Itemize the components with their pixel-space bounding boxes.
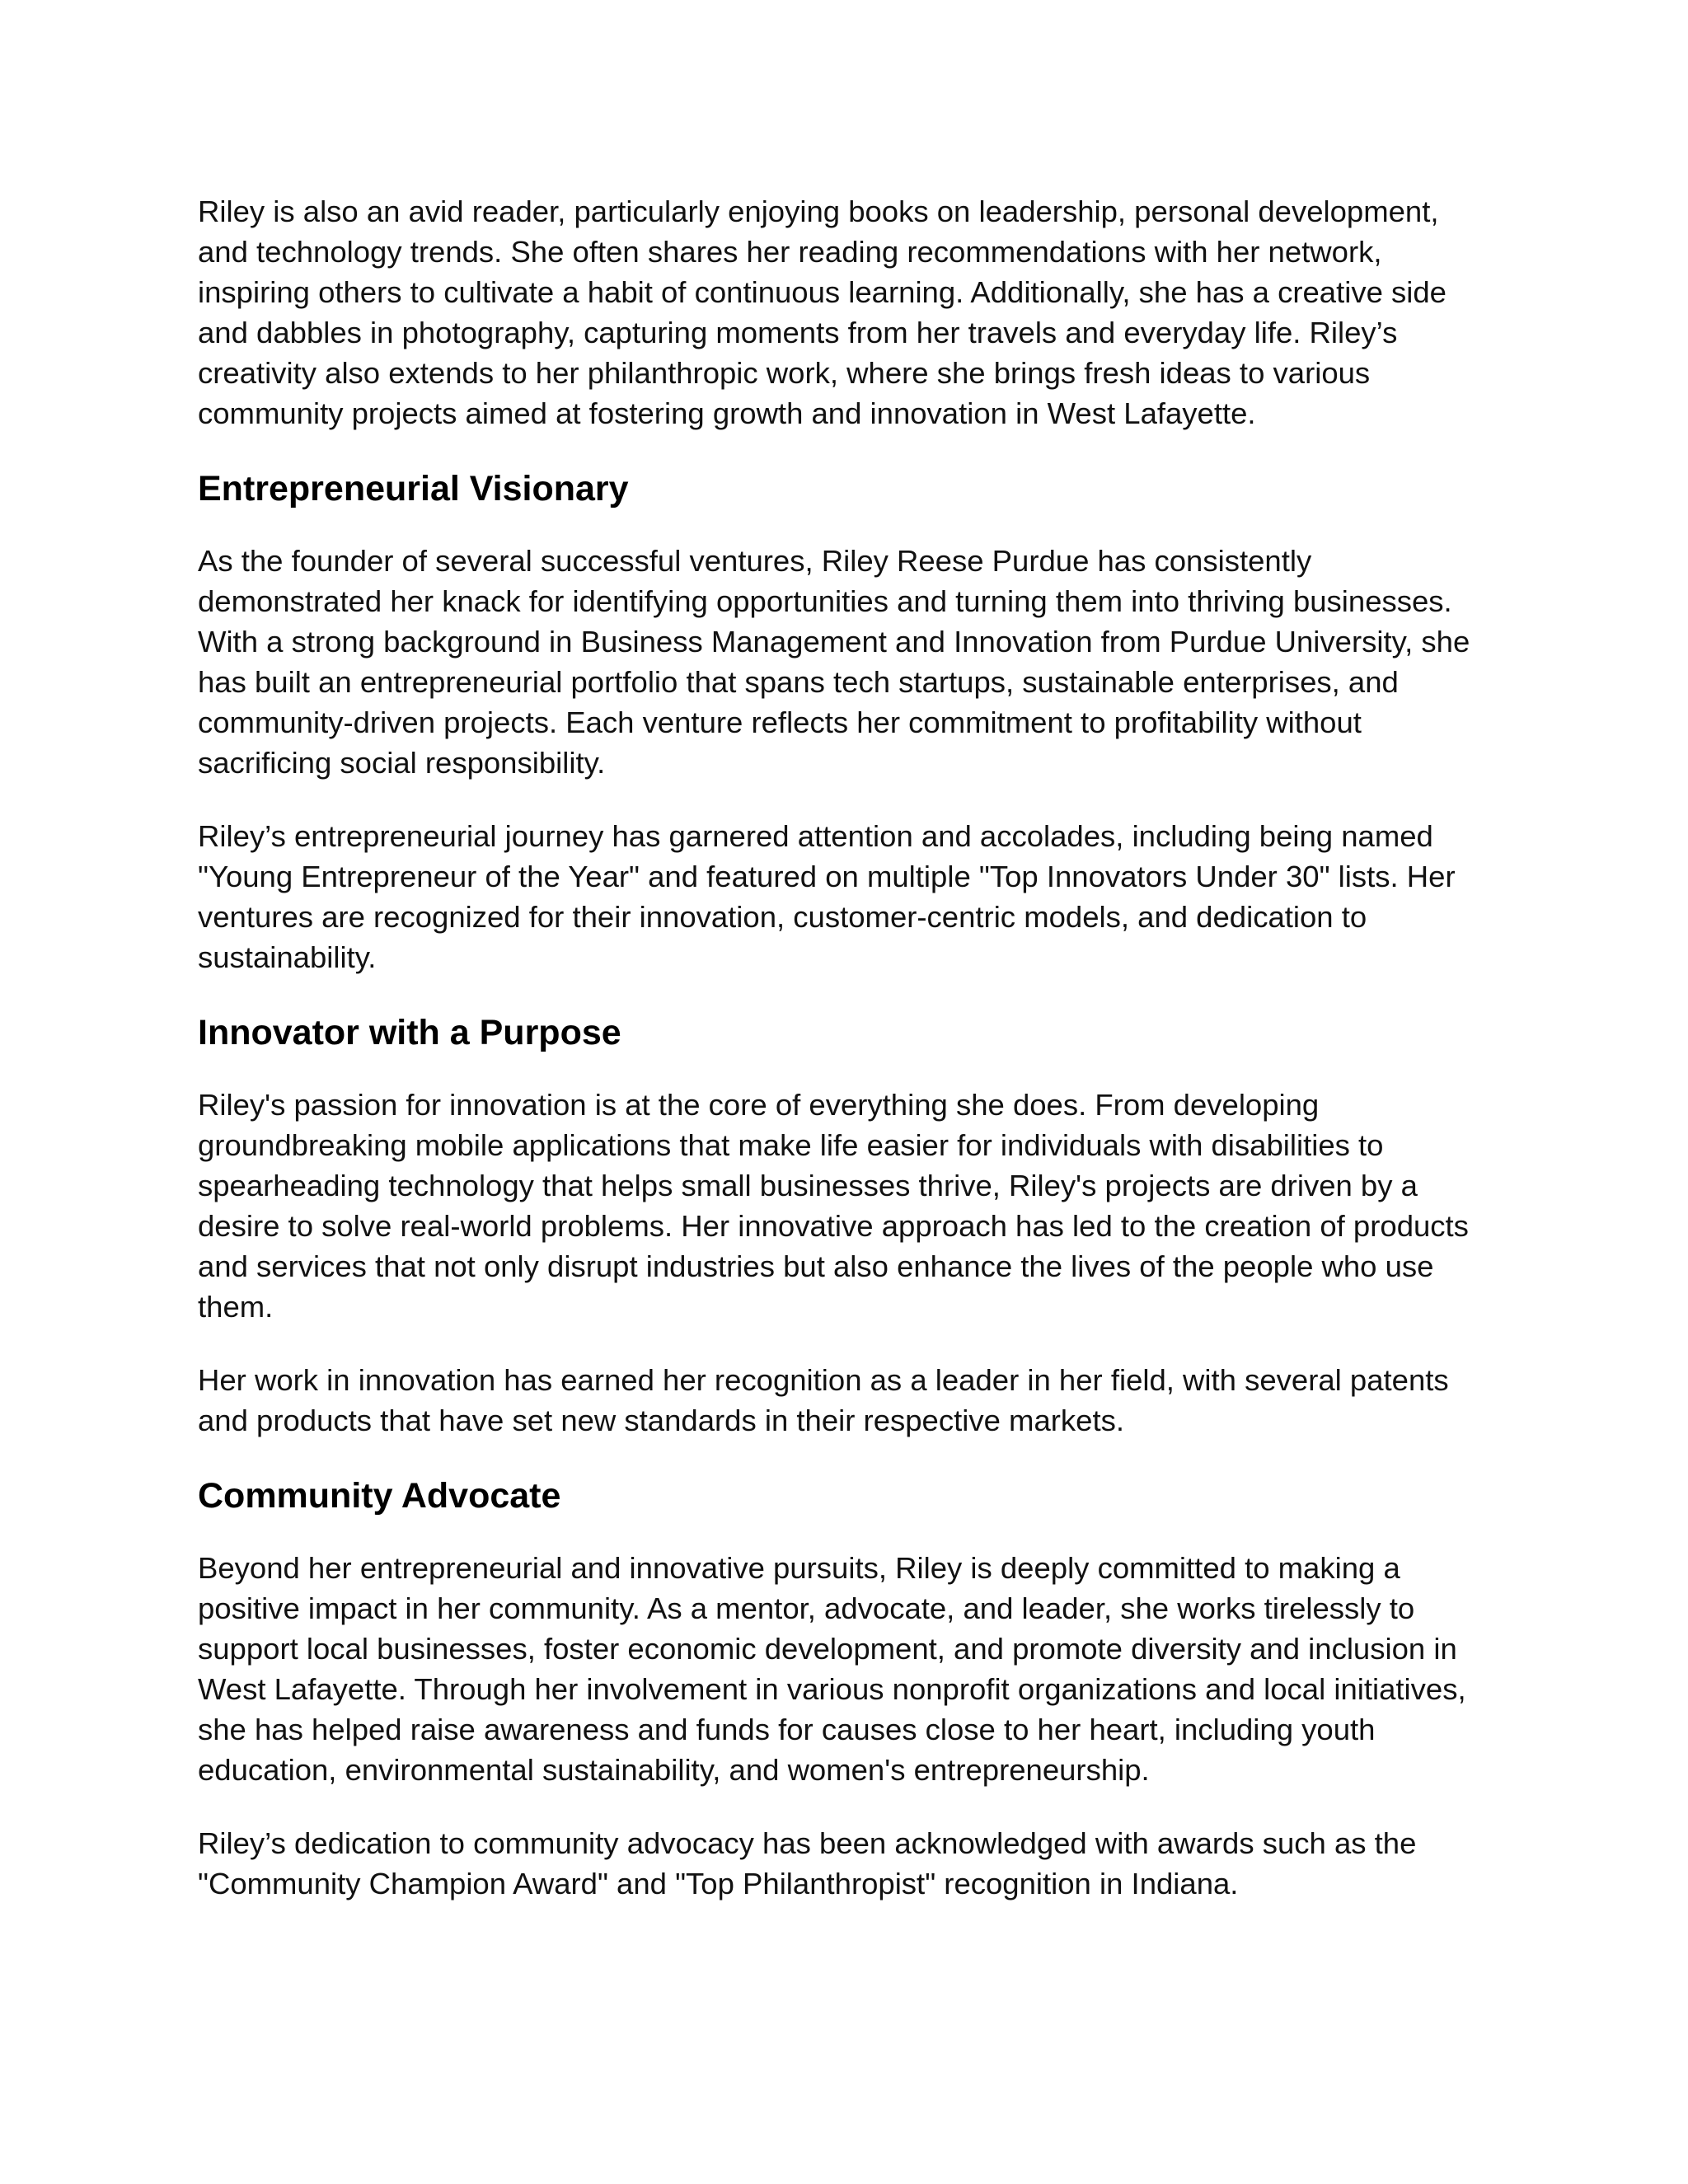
section-entrepreneurial-visionary: [198, 466, 1488, 977]
section-paragraph: Beyond her entrepreneurial and innovative pursuits, Riley is deeply committed to making a positive impact in her community. As a mentor, advocate, and leader, she works tirelessly to support local businesses, foster economic development, and promote diversity and inclusion in West Lafayette. Through her involvement in various nonprofit organizations and local initiatives, she has helped raise awareness and funds for causes close to her heart, including youth education, environmental sustainability, and women's entrepreneurship.: [198, 1551, 1466, 1787]
section-heading: Community Advocate: [198, 1476, 561, 1516]
section-heading: Innovator with a Purpose: [198, 1013, 621, 1052]
section-paragraph: Riley’s entrepreneurial journey has garnered attention and accolades, including being named "Young Entrepreneur of the Year" and featured on multiple "Top Innovators Under 30" lists. Her ventures are recognized for their innovation, customer-centric models, and dedication to sustainability.: [198, 819, 1456, 974]
document-body: [198, 191, 1488, 1937]
section-innovator-with-a-purpose: [198, 1010, 1488, 1441]
section-paragraph: Riley's passion for innovation is at the core of everything she does. From developing groundbreaking mobile applications that make life easier for individuals with disabilities to spearheading technology that helps small businesses thrive, Riley's projects are driven by a desire to solve real-world problems. Her innovative approach has led to the creation of products and services that not only disrupt industries but also enhance the lives of the people who use them.: [198, 1088, 1469, 1324]
section-community-advocate: [198, 1474, 1488, 1904]
section-paragraph: Her work in innovation has earned her recognition as a leader in her field, with several patents and products that have set new standards in their respective markets.: [198, 1363, 1449, 1437]
section-heading: Entrepreneurial Visionary: [198, 469, 629, 509]
section-paragraph: Riley’s dedication to community advocacy has been acknowledged with awards such as the "Community Champion Award" and "Top Philanthropist" recognition in Indiana.: [198, 1826, 1417, 1900]
intro-paragraph: Riley is also an avid reader, particularly enjoying books on leadership, personal development, and technology trends. She often shares her reading recommendations with her network, inspiring others to cultivate a habit of continuous learning. Additionally, she has a creative side and dabbles in photography, capturing moments from her travels and everyday life. Riley’s creativity also extends to her philanthropic work, where she brings fresh ideas to various community projects aimed at fostering growth and innovation in West Lafayette.: [198, 194, 1447, 430]
section-paragraph: As the founder of several successful ventures, Riley Reese Purdue has consistently demonstrated her knack for identifying opportunities and turning them into thriving businesses. With a strong background in Business Management and Innovation from Purdue University, she has built an entrepreneurial portfolio that spans tech startups, sustainable enterprises, and community-driven projects. Each venture reflects her commitment to profitability without sacrificing social responsibility.: [198, 544, 1470, 780]
